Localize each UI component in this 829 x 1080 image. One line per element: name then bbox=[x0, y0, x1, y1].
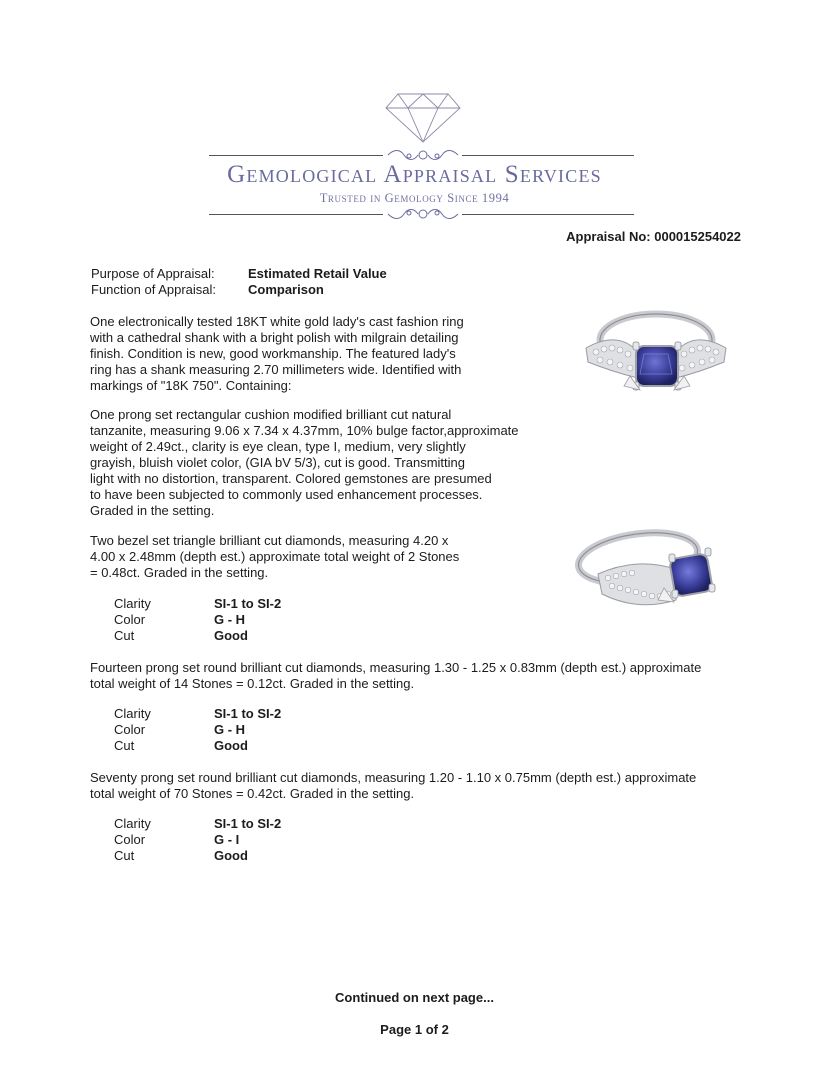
stone-line: Two bezel set triangle brilliant cut diamonds, measuring 4.20 x bbox=[90, 533, 449, 548]
page-number: Page 1 of 2 bbox=[380, 1022, 449, 1037]
clarity-value: SI-1 to SI-2 bbox=[214, 596, 282, 611]
stone-line: Fourteen prong set round brilliant cut diamonds, measuring 1.30 - 1.25 x 0.83mm (depth est.) approximate bbox=[90, 660, 702, 675]
ring-photo-angle bbox=[568, 516, 738, 626]
ring-description-line: ring has a shank measuring 2.70 millimeters wide. Identified with bbox=[90, 362, 462, 377]
stone-line: Seventy prong set round brilliant cut diamonds, measuring 1.20 - 1.10 x 0.75mm (depth est.) approximate bbox=[90, 770, 697, 785]
stone-line: total weight of 70 Stones = 0.42ct. Graded in the setting. bbox=[90, 786, 415, 801]
color-label: Color bbox=[114, 612, 146, 627]
cut-value: Good bbox=[214, 628, 248, 643]
cut-label: Cut bbox=[114, 628, 135, 643]
tanzanite-line: Graded in the setting. bbox=[90, 503, 215, 518]
cut-value: Good bbox=[214, 848, 248, 863]
color-value: G - I bbox=[214, 832, 240, 847]
clarity-value: SI-1 to SI-2 bbox=[214, 706, 282, 721]
color-value: G - H bbox=[214, 612, 246, 627]
purpose-value: Estimated Retail Value bbox=[248, 266, 387, 281]
tanzanite-line: grayish, bluish violet color, (GIA bV 5/3), cut is good. Transmitting bbox=[90, 455, 466, 470]
stone-line: = 0.48ct. Graded in the setting. bbox=[90, 565, 269, 580]
stone-line: 4.00 x 2.48mm (depth est.) approximate total weight of 2 Stones bbox=[90, 549, 460, 564]
continued-note: Continued on next page... bbox=[335, 990, 494, 1005]
ring-description-line: with a cathedral shank with a bright polish with milgrain detailing bbox=[90, 330, 459, 345]
clarity-value: SI-1 to SI-2 bbox=[214, 816, 282, 831]
fourteen-diamonds-description bbox=[90, 660, 701, 692]
ring-description-line: finish. Condition is new, good workmanship. The featured lady's bbox=[90, 346, 456, 361]
clarity-label: Clarity bbox=[114, 816, 151, 831]
ring-description-line: markings of "18K 750". Containing: bbox=[90, 378, 292, 393]
tanzanite-description bbox=[90, 407, 519, 519]
seventy-diamonds-description bbox=[90, 770, 696, 802]
tanzanite-line: weight of 2.49ct., clarity is eye clean, type I, medium, very slightly bbox=[90, 439, 466, 454]
purpose-label: Purpose of Appraisal: bbox=[91, 266, 215, 281]
ring-description bbox=[90, 314, 464, 394]
function-label: Function of Appraisal: bbox=[91, 282, 217, 297]
color-value: G - H bbox=[214, 722, 246, 737]
tanzanite-line: One prong set rectangular cushion modified brilliant cut natural bbox=[90, 407, 452, 422]
brand-name: Gemological Appraisal Services bbox=[227, 161, 602, 188]
ring-description-line: One electronically tested 18KT white gold lady's cast fashion ring bbox=[90, 314, 464, 329]
cut-label: Cut bbox=[114, 848, 135, 863]
clarity-label: Clarity bbox=[114, 596, 151, 611]
bottom-rule-right bbox=[462, 214, 634, 215]
color-label: Color bbox=[114, 832, 146, 847]
tanzanite-line: light with no distortion, transparent. Colored gemstones are presumed bbox=[90, 471, 492, 486]
appraisal-number: Appraisal No: 000015254022 bbox=[566, 229, 741, 244]
bottom-rule-left bbox=[209, 214, 383, 215]
bezel-diamonds-description bbox=[90, 533, 459, 581]
stone-line: total weight of 14 Stones = 0.12ct. Graded in the setting. bbox=[90, 676, 415, 691]
clarity-label: Clarity bbox=[114, 706, 151, 721]
tanzanite-line: tanzanite, measuring 9.06 x 7.34 x 4.37mm, 10% bulge factor,approximate bbox=[90, 423, 519, 438]
top-rule-right bbox=[462, 155, 634, 156]
cut-value: Good bbox=[214, 738, 248, 753]
top-rule-left bbox=[209, 155, 383, 156]
bottom-ornament-icon bbox=[384, 206, 462, 222]
ring-photo-front bbox=[568, 300, 738, 420]
cut-label: Cut bbox=[114, 738, 135, 753]
function-value: Comparison bbox=[248, 282, 324, 297]
tanzanite-line: to have been subjected to commonly used enhancement processes. bbox=[90, 487, 483, 502]
color-label: Color bbox=[114, 722, 146, 737]
brand-tagline: Trusted in Gemology Since 1994 bbox=[319, 191, 510, 205]
diamond-logo-icon bbox=[384, 92, 462, 144]
